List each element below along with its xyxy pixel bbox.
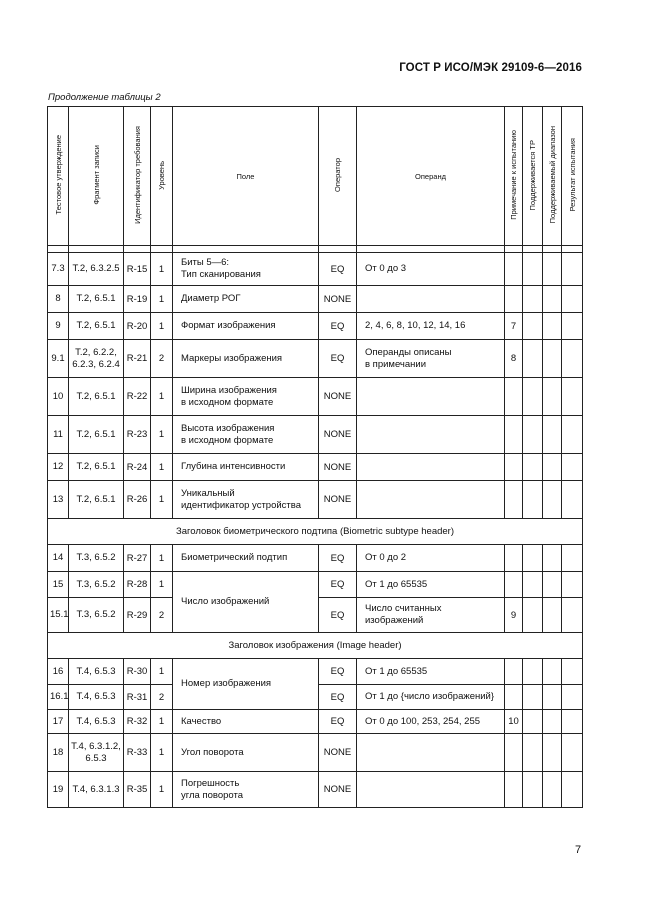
cell-requirement-id: R-20 xyxy=(124,313,151,340)
cell-supported-tp xyxy=(523,710,543,734)
cell-record-fragment: T.2, 6.5.1 xyxy=(69,454,124,481)
cell-requirement-id: R-15 xyxy=(124,253,151,286)
cell-record-fragment: T.2, 6.5.1 xyxy=(69,286,124,313)
col-test-assertion: Тестовое утверждение xyxy=(48,107,69,246)
cell-supported-tp xyxy=(523,340,543,378)
cell-supported-tp xyxy=(523,454,543,481)
col-field: Поле xyxy=(173,107,319,246)
table-row xyxy=(48,340,583,378)
cell-test-assertion: 18 xyxy=(48,734,69,772)
cell-level: 1 xyxy=(151,572,173,598)
document-header-title: ГОСТ Р ИСО/МЭК 29109-6—2016 xyxy=(399,62,582,74)
cell-requirement-id: R-30 xyxy=(124,659,151,685)
cell-record-fragment: T.2, 6.5.1 xyxy=(69,416,124,454)
cell-supported-range xyxy=(543,659,562,685)
col-record-fragment: Фрагмент записи xyxy=(69,107,124,246)
cell-operator: EQ xyxy=(319,659,357,685)
table-row xyxy=(48,772,583,808)
cell-supported-tp xyxy=(523,253,543,286)
cell-test-note: 7 xyxy=(505,313,523,340)
cell-record-fragment: T.4, 6.5.3 xyxy=(69,659,124,685)
cell-supported-tp xyxy=(523,772,543,808)
cell-supported-tp xyxy=(523,545,543,572)
cell-requirement-id: R-27 xyxy=(124,545,151,572)
cell-record-fragment: T.3, 6.5.2 xyxy=(69,572,124,598)
header-gap-row xyxy=(48,246,583,253)
table-body-main xyxy=(48,253,583,519)
cell-supported-tp xyxy=(523,481,543,519)
cell-supported-range xyxy=(543,416,562,454)
cell-test-note xyxy=(505,772,523,808)
cell-supported-range xyxy=(543,545,562,572)
cell-supported-tp xyxy=(523,378,543,416)
cell-field: Формат изображения xyxy=(173,313,319,340)
table-row xyxy=(48,572,583,598)
cell-test-assertion: 12 xyxy=(48,454,69,481)
cell-operand: От 0 до 100, 253, 254, 255 xyxy=(357,710,505,734)
cell-requirement-id: R-29 xyxy=(124,598,151,633)
cell-operand xyxy=(357,481,505,519)
cell-operand xyxy=(357,286,505,313)
table-row xyxy=(48,734,583,772)
cell-level: 1 xyxy=(151,313,173,340)
cell-field: Номер изображения xyxy=(173,659,319,710)
cell-test-assertion: 10 xyxy=(48,378,69,416)
cell-field: Уникальный идентификатор устройства xyxy=(173,481,319,519)
cell-supported-range xyxy=(543,710,562,734)
cell-test-note xyxy=(505,545,523,572)
cell-test-note: 8 xyxy=(505,340,523,378)
cell-requirement-id: R-33 xyxy=(124,734,151,772)
cell-field: Угол поворота xyxy=(173,734,319,772)
cell-test-note xyxy=(505,481,523,519)
cell-level: 1 xyxy=(151,378,173,416)
cell-test-result xyxy=(562,545,583,572)
cell-operator: EQ xyxy=(319,572,357,598)
cell-level: 1 xyxy=(151,772,173,808)
cell-test-result xyxy=(562,598,583,633)
cell-test-assertion: 13 xyxy=(48,481,69,519)
table-row xyxy=(48,253,583,286)
cell-operand xyxy=(357,734,505,772)
cell-test-result xyxy=(562,253,583,286)
cell-operator: EQ xyxy=(319,545,357,572)
cell-test-result xyxy=(562,685,583,710)
requirements-table xyxy=(47,106,583,808)
table-body-image xyxy=(48,659,583,808)
cell-test-note xyxy=(505,286,523,313)
table-row xyxy=(48,659,583,685)
cell-level: 1 xyxy=(151,545,173,572)
cell-test-assertion: 17 xyxy=(48,710,69,734)
cell-record-fragment: T.3, 6.5.2 xyxy=(69,545,124,572)
cell-record-fragment: T.2, 6.5.1 xyxy=(69,481,124,519)
table-header-row xyxy=(48,107,583,246)
col-operator: Оператор xyxy=(319,107,357,246)
cell-level: 1 xyxy=(151,734,173,772)
cell-test-result xyxy=(562,572,583,598)
cell-test-result xyxy=(562,286,583,313)
cell-operator: EQ xyxy=(319,685,357,710)
cell-test-assertion: 9 xyxy=(48,313,69,340)
cell-test-result xyxy=(562,378,583,416)
section-heading: Заголовок изображения (Image header) xyxy=(48,633,583,659)
cell-supported-tp xyxy=(523,286,543,313)
cell-test-note xyxy=(505,416,523,454)
cell-operator: EQ xyxy=(319,340,357,378)
cell-requirement-id: R-23 xyxy=(124,416,151,454)
cell-test-assertion: 15.1 xyxy=(48,598,69,633)
cell-record-fragment: T.2, 6.2.2, 6.2.3, 6.2.4 xyxy=(69,340,124,378)
cell-requirement-id: R-19 xyxy=(124,286,151,313)
cell-operand xyxy=(357,378,505,416)
cell-supported-tp xyxy=(523,734,543,772)
cell-test-note xyxy=(505,253,523,286)
cell-operator: EQ xyxy=(319,253,357,286)
cell-record-fragment: T.3, 6.5.2 xyxy=(69,598,124,633)
cell-test-note: 9 xyxy=(505,598,523,633)
cell-operator: NONE xyxy=(319,286,357,313)
table-row xyxy=(48,313,583,340)
table-continuation-caption: Продолжение таблицы 2 xyxy=(48,92,161,103)
cell-supported-range xyxy=(543,286,562,313)
col-level: Уровень xyxy=(151,107,173,246)
table-row xyxy=(48,286,583,313)
col-test-result: Результат испытания xyxy=(562,107,583,246)
cell-test-assertion: 16.1 xyxy=(48,685,69,710)
cell-field: Диаметр РОГ xyxy=(173,286,319,313)
cell-field: Ширина изображения в исходном формате xyxy=(173,378,319,416)
cell-test-result xyxy=(562,710,583,734)
cell-test-assertion: 19 xyxy=(48,772,69,808)
cell-test-assertion: 11 xyxy=(48,416,69,454)
cell-supported-range xyxy=(543,734,562,772)
cell-supported-range xyxy=(543,253,562,286)
cell-test-result xyxy=(562,313,583,340)
cell-operator: EQ xyxy=(319,313,357,340)
page-number: 7 xyxy=(575,844,582,856)
cell-requirement-id: R-31 xyxy=(124,685,151,710)
table-row xyxy=(48,454,583,481)
cell-operator: NONE xyxy=(319,378,357,416)
col-operand: Операнд xyxy=(357,107,505,246)
cell-supported-range xyxy=(543,772,562,808)
cell-field: Глубина интенсивности xyxy=(173,454,319,481)
cell-operator: EQ xyxy=(319,598,357,633)
cell-field: Биты 5—6: Тип сканирования xyxy=(173,253,319,286)
cell-operator: NONE xyxy=(319,734,357,772)
cell-operator: EQ xyxy=(319,710,357,734)
cell-supported-range xyxy=(543,313,562,340)
cell-test-note xyxy=(505,572,523,598)
cell-operator: NONE xyxy=(319,416,357,454)
col-supported-range: Поддерживаемый диапазон xyxy=(543,107,562,246)
table-row xyxy=(48,545,583,572)
cell-level: 1 xyxy=(151,416,173,454)
cell-operand: От 0 до 2 xyxy=(357,545,505,572)
cell-field: Число изображений xyxy=(173,572,319,633)
cell-level: 1 xyxy=(151,710,173,734)
table-body-subtype xyxy=(48,545,583,633)
cell-field: Биометрический подтип xyxy=(173,545,319,572)
cell-level: 2 xyxy=(151,340,173,378)
cell-test-assertion: 7.3 xyxy=(48,253,69,286)
cell-level: 1 xyxy=(151,253,173,286)
cell-test-assertion: 16 xyxy=(48,659,69,685)
cell-test-assertion: 15 xyxy=(48,572,69,598)
cell-operator: NONE xyxy=(319,454,357,481)
cell-operand: Операнды описаны в примечании xyxy=(357,340,505,378)
cell-field: Качество xyxy=(173,710,319,734)
cell-test-result xyxy=(562,772,583,808)
cell-field: Погрешность угла поворота xyxy=(173,772,319,808)
cell-supported-range xyxy=(543,598,562,633)
cell-requirement-id: R-24 xyxy=(124,454,151,481)
cell-operand: От 0 до 3 xyxy=(357,253,505,286)
cell-level: 2 xyxy=(151,598,173,633)
cell-test-note xyxy=(505,378,523,416)
cell-record-fragment: T.2, 6.5.1 xyxy=(69,378,124,416)
cell-supported-tp xyxy=(523,598,543,633)
cell-test-assertion: 14 xyxy=(48,545,69,572)
cell-test-assertion: 8 xyxy=(48,286,69,313)
cell-field: Маркеры изображения xyxy=(173,340,319,378)
section-biometric-subtype xyxy=(48,519,583,545)
cell-test-note xyxy=(505,734,523,772)
cell-operand: 2, 4, 6, 8, 10, 12, 14, 16 xyxy=(357,313,505,340)
col-test-note: Примечание к испытанию xyxy=(505,107,523,246)
cell-operand: Число считанных изображений xyxy=(357,598,505,633)
cell-level: 2 xyxy=(151,685,173,710)
cell-test-note xyxy=(505,685,523,710)
cell-operand xyxy=(357,772,505,808)
cell-requirement-id: R-28 xyxy=(124,572,151,598)
cell-level: 1 xyxy=(151,454,173,481)
col-requirement-id: Идентификатор требования xyxy=(124,107,151,246)
cell-test-assertion: 9.1 xyxy=(48,340,69,378)
table-row xyxy=(48,416,583,454)
section-image-header xyxy=(48,633,583,659)
cell-requirement-id: R-32 xyxy=(124,710,151,734)
cell-record-fragment: T.4, 6.5.3 xyxy=(69,710,124,734)
cell-requirement-id: R-22 xyxy=(124,378,151,416)
cell-test-note: 10 xyxy=(505,710,523,734)
cell-record-fragment: T.4, 6.3.1.3 xyxy=(69,772,124,808)
cell-test-result xyxy=(562,416,583,454)
cell-record-fragment: T.4, 6.3.1.2, 6.5.3 xyxy=(69,734,124,772)
cell-supported-tp xyxy=(523,572,543,598)
cell-test-result xyxy=(562,659,583,685)
cell-supported-tp xyxy=(523,659,543,685)
cell-supported-range xyxy=(543,378,562,416)
cell-record-fragment: T.2, 6.5.1 xyxy=(69,313,124,340)
cell-operand: От 1 до {число изображений} xyxy=(357,685,505,710)
cell-operator: NONE xyxy=(319,481,357,519)
cell-test-result xyxy=(562,340,583,378)
cell-requirement-id: R-21 xyxy=(124,340,151,378)
cell-requirement-id: R-35 xyxy=(124,772,151,808)
table-row xyxy=(48,710,583,734)
cell-operand xyxy=(357,416,505,454)
cell-level: 1 xyxy=(151,659,173,685)
cell-operand xyxy=(357,454,505,481)
cell-operator: NONE xyxy=(319,772,357,808)
cell-record-fragment: T.2, 6.3.2.5 xyxy=(69,253,124,286)
cell-supported-tp xyxy=(523,313,543,340)
cell-supported-range xyxy=(543,340,562,378)
cell-record-fragment: T.4, 6.5.3 xyxy=(69,685,124,710)
cell-level: 1 xyxy=(151,481,173,519)
cell-supported-range xyxy=(543,685,562,710)
cell-supported-range xyxy=(543,454,562,481)
cell-test-note xyxy=(505,659,523,685)
cell-operand: От 1 до 65535 xyxy=(357,572,505,598)
cell-supported-tp xyxy=(523,416,543,454)
cell-level: 1 xyxy=(151,286,173,313)
cell-test-result xyxy=(562,454,583,481)
cell-test-note xyxy=(505,454,523,481)
table-row xyxy=(48,481,583,519)
cell-requirement-id: R-26 xyxy=(124,481,151,519)
cell-test-result xyxy=(562,734,583,772)
table-row xyxy=(48,378,583,416)
cell-operand: От 1 до 65535 xyxy=(357,659,505,685)
cell-test-result xyxy=(562,481,583,519)
cell-supported-range xyxy=(543,481,562,519)
section-heading: Заголовок биометрического подтипа (Biometric subtype header) xyxy=(48,519,583,545)
cell-supported-tp xyxy=(523,685,543,710)
cell-field: Высота изображения в исходном формате xyxy=(173,416,319,454)
cell-supported-range xyxy=(543,572,562,598)
col-supported-tp: Поддерживается TP xyxy=(523,107,543,246)
